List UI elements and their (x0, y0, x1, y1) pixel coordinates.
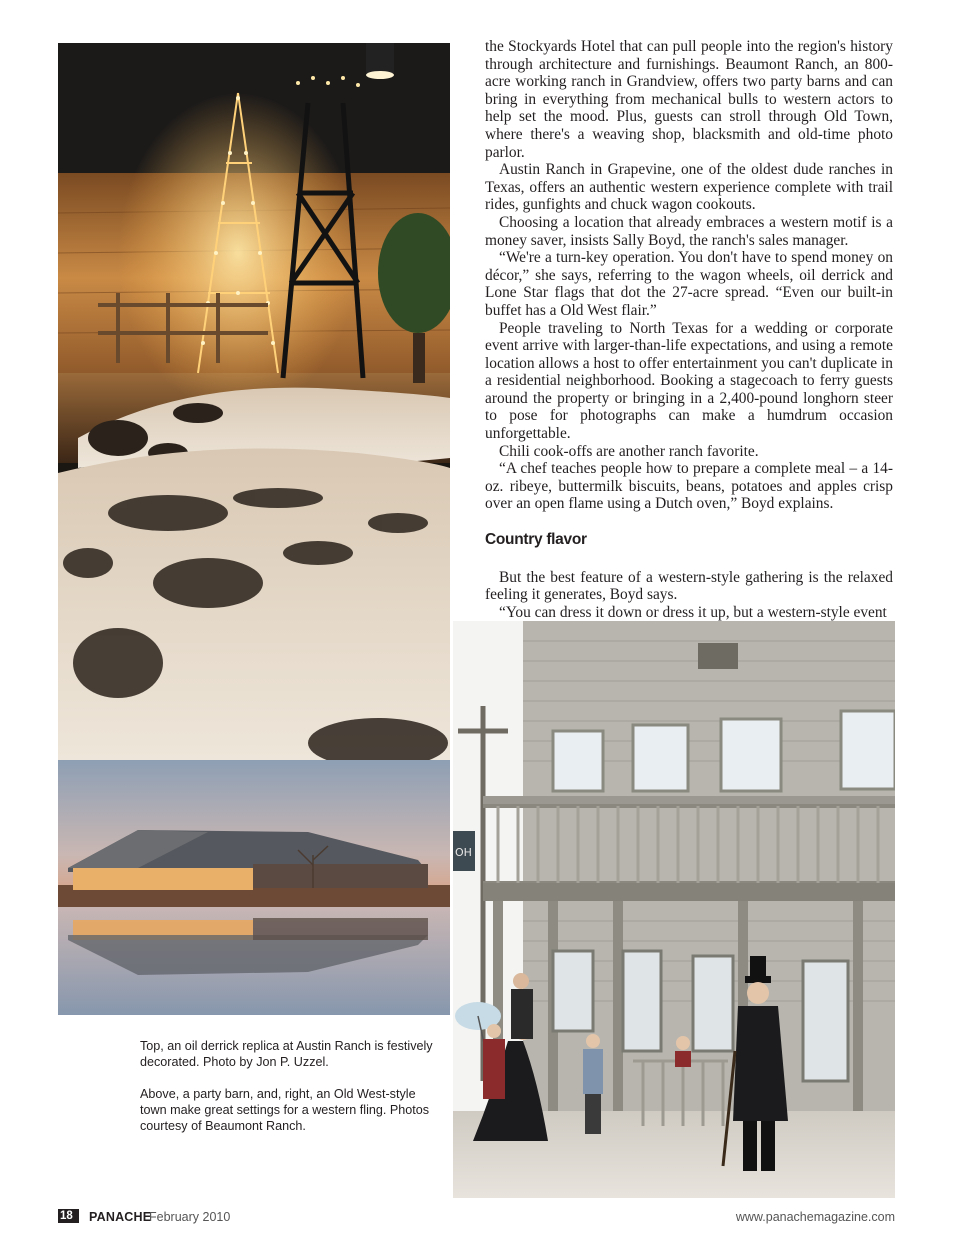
article-paragraph: the Stockyards Hotel that can pull people into the region's history through architecture and furnishings. Beaumont Ranch, an 800-acre working ranch in Grandview, offers two party barns and can bring in everything from mechanical bulls to western actors to help set the mood. Plus, guests can stroll through Old Town, where there's a weaving shop, blacksmith and old-time photo parlor. (485, 38, 893, 161)
caption-top: Top, an oil derrick replica at Austin Ranch is festively decorated. Photo by Jon P. Uzzel. (140, 1039, 433, 1069)
article-paragraph: People traveling to North Texas for a wedding or corporate event arrive with larger-than-life expectations, and using a remote location allows a host to offer entertainment you can't duplicate in a residential neighborhood. Booking a stagecoach to ferry guests around the property or bringing in a 2,400-pound longhorn steer to pose for photographs can make a humdrum occasion unforgettable. (485, 319, 893, 443)
article-paragraph: But the best feature of a western-style gathering is the relaxed feeling it generates, Boyd says. (485, 568, 893, 604)
article-subhead: Country flavor (485, 531, 587, 549)
old-west-town-photo (453, 621, 895, 1198)
article-paragraph: “You can dress it down or dress it up, but a western-style event (499, 603, 887, 621)
magazine-name: PANACHE (89, 1210, 152, 1224)
derrick-photo-image (58, 43, 450, 760)
derrick-photo (58, 43, 450, 760)
caption-above: Above, a party barn, and, right, an Old West-style town make great settings for a western fling. Photos courtesy of Beaumont Ranch. (140, 1087, 430, 1133)
article-paragraph: Chili cook-offs are another ranch favorite. (499, 442, 759, 460)
issue-date: February 2010 (149, 1210, 231, 1224)
page-footer (58, 1209, 895, 1227)
page-number: 18 (58, 1209, 79, 1223)
article-paragraph: “A chef teaches people how to prepare a complete meal – a 14-oz. ribeye, buttermilk biscuits, beans, potatoes and apples crisp over an open flame using a Dutch oven,” Boyd explains. (485, 460, 893, 513)
article-paragraph: Austin Ranch in Grapevine, one of the oldest dude ranches in Texas, offers an authentic western experience complete with trail rides, gunfights and chuck wagon cookouts. (485, 161, 893, 214)
article-body (485, 38, 893, 621)
website-link[interactable]: www.panachemagazine.com (735, 1210, 895, 1224)
article-paragraph: “We're a turn-key operation. You don't have to spend money on décor,” she says, referring to the wagon wheels, oil derrick and Lone Star flags that dot the 27-acre spread. “Even our built-in buffet has a Old West flair.” (485, 249, 893, 319)
party-barn-photo (58, 760, 450, 1015)
old-west-town-photo-image (453, 621, 895, 1198)
photo-captions (140, 1038, 440, 1150)
shop-sign-text: OH (455, 846, 472, 859)
party-barn-photo-image (58, 760, 450, 1015)
article-paragraph: Choosing a location that already embraces a western motif is a money saver, insists Sally Boyd, the ranch's sales manager. (485, 213, 893, 249)
